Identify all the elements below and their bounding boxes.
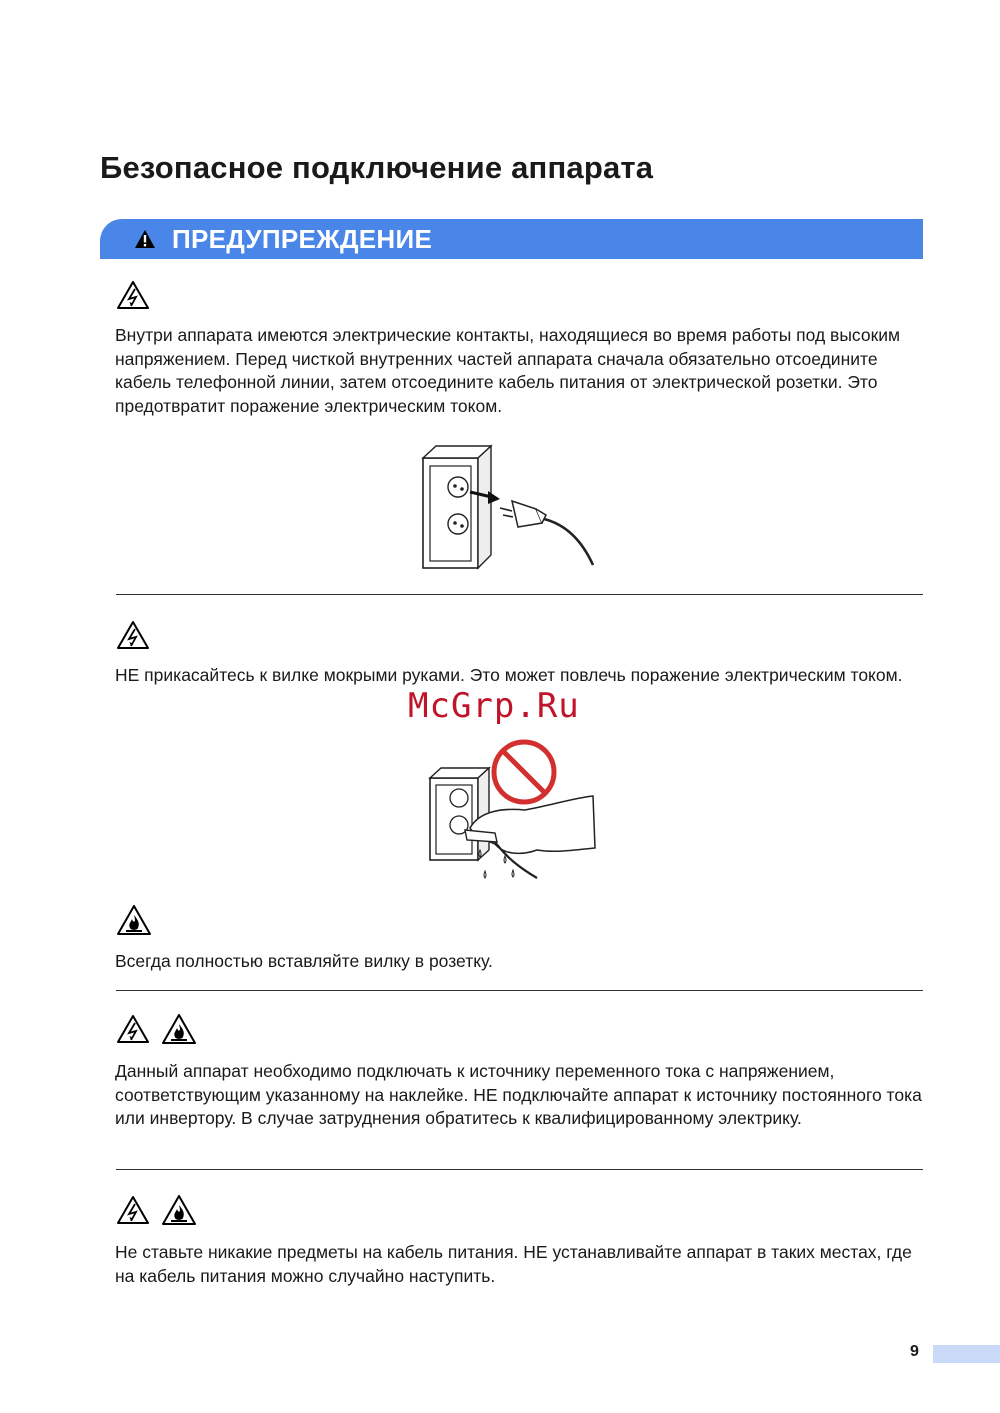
fire-hazard-icon: [161, 1194, 197, 1226]
section-1-text: Внутри аппарата имеются электрические контакты, находящиеся во время работы под высоким напряжением. Перед чисткой внутренних частей аппарата сначала обязательно отсоедините кабель телефонной линии, затем отсоедините кабель питания от электрической розетки. Это предотвратит поражение электрическим током.: [115, 325, 901, 416]
wet-hands-prohibited-illustration: [425, 738, 600, 884]
warning-triangle-icon: [134, 229, 156, 249]
section-divider: [116, 1169, 923, 1170]
electric-hazard-icon: [116, 620, 150, 650]
section-divider: [116, 990, 923, 991]
page-tab-marker: [933, 1345, 1000, 1363]
section-5-text: Не ставьте никакие предметы на кабель питания. НЕ устанавливайте аппарат в таких местах, где на кабель питания можно случайно наступить.: [115, 1242, 912, 1286]
section-2-text: НЕ прикасайтесь к вилке мокрыми руками. Это может повлечь поражение электрическим током.: [115, 665, 903, 685]
section-3-text: Всегда полностью вставляйте вилку в розетку.: [115, 951, 493, 971]
unplug-illustration: [418, 443, 598, 571]
watermark: McGrp.Ru: [408, 686, 580, 726]
section-4-text: Данный аппарат необходимо подключать к источнику переменного тока с напряжением, соответствующим указанному на наклейке. НЕ подключайте аппарат к источнику постоянного тока или инвертору. В случае затруднения обратитесь к квалифицированному электрику.: [115, 1061, 922, 1128]
electric-hazard-icon: [116, 280, 150, 310]
electric-hazard-icon: [116, 1014, 150, 1044]
fire-hazard-icon: [161, 1013, 197, 1045]
fire-hazard-icon: [116, 904, 152, 936]
page-number: 9: [910, 1343, 919, 1360]
page-title: Безопасное подключение аппарата: [100, 150, 654, 185]
warning-banner-label: ПРЕДУПРЕЖДЕНИЕ: [172, 223, 433, 254]
electric-hazard-icon: [116, 1195, 150, 1225]
warning-banner: [100, 219, 923, 259]
section-divider: [116, 594, 923, 595]
